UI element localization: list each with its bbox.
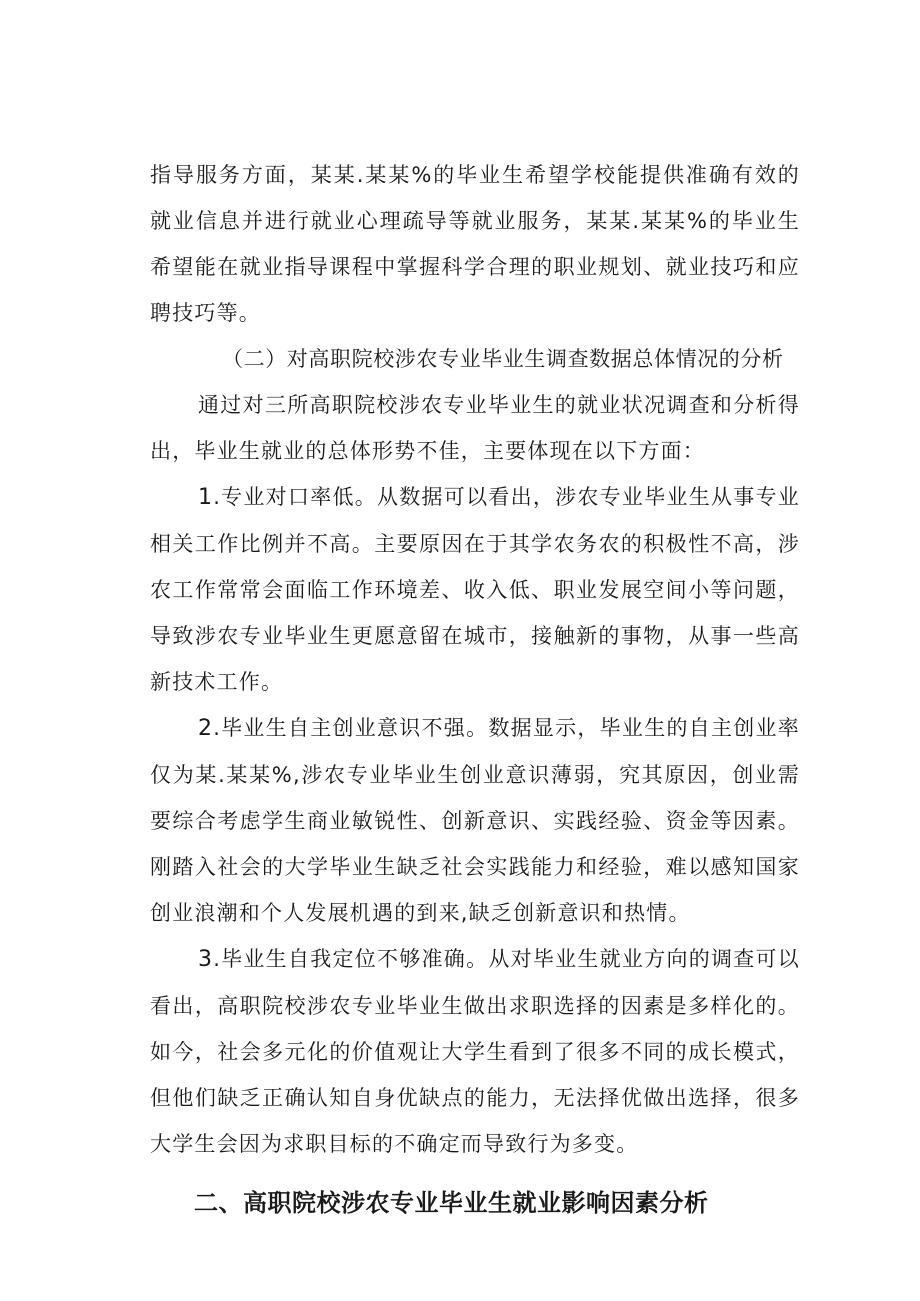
point-1-number: 1 [198, 485, 214, 510]
intro-paragraph: 通过对三所高职院校涉农专业毕业生的就业状况调查和分析得出，毕业生就业的总体形势不佳，主要体现在以下方面： [150, 393, 800, 463]
point-3-number: 3 [198, 947, 214, 972]
point-1-paragraph [150, 474, 800, 705]
point-2-text: .毕业生自主创业意识不强。数据显示，毕业生的自主创业率仅为某.某某%,涉农专业毕业生创业意识薄弱，究其原因，创业需要综合考虑学生商业敏锐性、创新意识、实践经验、资金等因素。刚踏入社会的大学毕业生缺乏社会实践能力和经验，难以感知国家创业浪潮和个人发展机遇的到来,缺乏创新意识和热情。 [150, 716, 800, 925]
document-body [150, 152, 800, 1227]
point-3-text: .毕业生自我定位不够准确。从对毕业生就业方向的调查可以看出，高职院校涉农专业毕业生做出求职选择的因素是多样化的。如今，社会多元化的价值观让大学生看到了很多不同的成长模式，但他们缺乏正确认知自身优缺点的能力，无法择优做出选择，很多大学生会因为求职目标的不确定而导致行为多变。 [150, 947, 800, 1156]
continuation-paragraph: 指导服务方面，某某.某某%的毕业生希望学校能提供准确有效的就业信息并进行就业心理疏导等就业服务，某某.某某%的毕业生希望能在就业指导课程中掌握科学合理的职业规划、就业技巧和应聘技巧等。 [150, 163, 800, 325]
point-3-paragraph [150, 936, 800, 1167]
point-2-number: 2 [198, 716, 214, 741]
point-2-paragraph [150, 705, 800, 936]
point-1-text: .专业对口率低。从数据可以看出，涉农专业毕业生从事专业相关工作比例并不高。主要原因在于其学农务农的积极性不高，涉农工作常常会面临工作环境差、收入低、职业发展空间小等问题，导致涉农专业毕业生更愿意留在城市，接触新的事物，从事一些高新技术工作。 [150, 485, 800, 694]
subsection-heading: （二）对高职院校涉农专业毕业生调查数据总体情况的分析 [222, 347, 784, 371]
section-heading: 二、高职院校涉农专业毕业生就业影响因素分析 [194, 1189, 709, 1217]
